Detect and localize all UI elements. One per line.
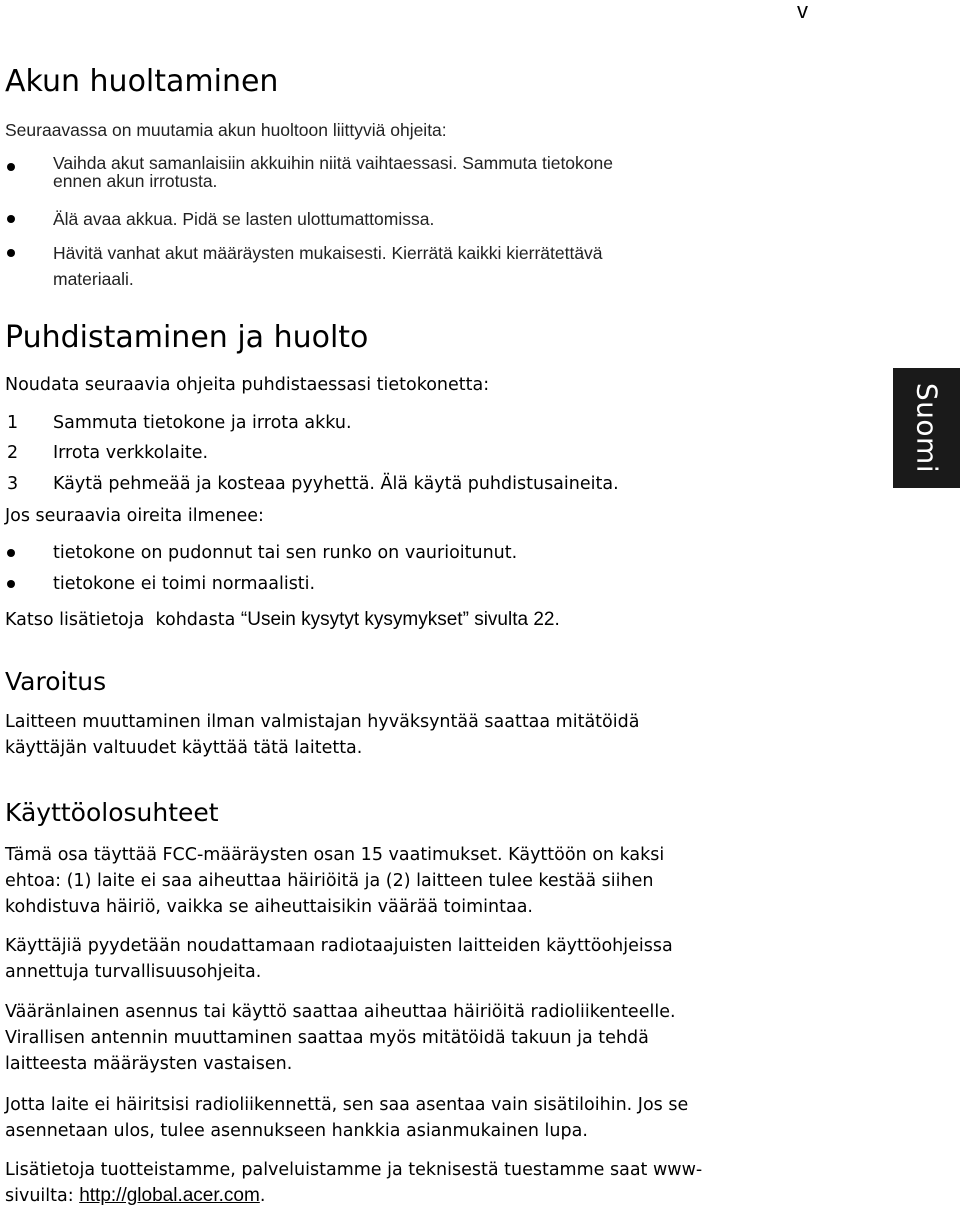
warning-text: [5, 709, 639, 761]
bullet-text: ennen akun irrotusta.: [53, 171, 218, 191]
text-line: annettuja turvallisuusohjeita.: [5, 962, 262, 982]
see-also: [5, 607, 560, 633]
cleaning-heading: Puhdistaminen ja huolto: [5, 320, 369, 355]
bullet-dot: [7, 549, 15, 557]
conditions-paragraph: [5, 999, 676, 1077]
warning-heading: Varoitus: [5, 667, 107, 696]
link-prefix: sivuilta:: [5, 1186, 80, 1206]
battery-heading: Akun huoltaminen: [5, 64, 279, 99]
text-line: kohdistuva häiriö, vaikka se aiheuttaisikin väärää toimintaa.: [5, 897, 533, 917]
step-number: 2: [7, 443, 19, 463]
side-tab-label: Suomi: [910, 382, 943, 474]
bullet-text: tietokone on pudonnut tai sen runko on vaurioitunut.: [53, 543, 518, 563]
bullet-text: Älä avaa akkua. Pidä se lasten ulottumattomissa.: [53, 209, 435, 229]
side-tab: [893, 368, 960, 488]
cleaning-intro: Noudata seuraavia ohjeita puhdistaessasi tietokonetta:: [5, 375, 490, 395]
conditions-heading: Käyttöolosuhteet: [5, 798, 219, 827]
bullet-text: tietokone ei toimi normaalisti.: [53, 574, 316, 594]
conditions-paragraph: [5, 842, 664, 920]
text-line: laitteesta määräysten vastaisen.: [5, 1054, 293, 1074]
text-line: Käyttäjiä pyydetään noudattamaan radiotaajuisten laitteiden käyttöohjeissa: [5, 936, 673, 956]
bullet-text: materiaali.: [53, 269, 134, 289]
see-also-prefix: Katso lisätietoja kohdasta: [5, 610, 241, 630]
battery-intro: Seuraavassa on muutamia akun huoltoon liittyviä ohjeita:: [5, 120, 447, 140]
bullet-text: Vaihda akut samanlaisiin akkuihin niitä vaihtaessasi. Sammuta tietokone: [53, 153, 613, 173]
conditions-paragraph: [5, 1092, 688, 1144]
conditions-paragraph: [5, 1157, 702, 1209]
text-line: Tämä osa täyttää FCC-määräysten osan 15 vaatimukset. Käyttöön on kaksi: [5, 845, 665, 865]
conditions-paragraph: [5, 933, 673, 985]
text-line: Vääränlainen asennus tai käyttö saattaa aiheuttaa häiriöitä radioliikenteelle.: [5, 1002, 676, 1022]
text-line: [5, 1183, 702, 1209]
bullet-dot: [7, 215, 15, 223]
text-line: Jotta laite ei häiritsisi radioliikennettä, sen saa asentaa vain sisätiloihin. Jos se: [5, 1095, 689, 1115]
step-number: 1: [7, 413, 19, 433]
page-number: v: [797, 0, 808, 23]
step-text: Sammuta tietokone ja irrota akku.: [53, 413, 352, 433]
text-line: ehtoa: (1) laite ei saa aiheuttaa häiriöitä ja (2) laitteen tulee kestää siihen: [5, 871, 654, 891]
text-line: käyttäjän valtuudet käyttää tätä laitetta.: [5, 738, 363, 758]
text-line: Virallisen antennin muuttaminen saattaa myös mitätöidä takuun ja tehdä: [5, 1028, 649, 1048]
step-number: 3: [7, 474, 19, 494]
text-line: Lisätietoja tuotteistamme, palveluistamme ja teknisestä tuestamme saat www-: [5, 1160, 703, 1180]
faq-reference: “Usein kysytyt kysymykset” sivulta 22.: [240, 609, 560, 630]
bullet-dot: [7, 249, 15, 257]
step-text: Käytä pehmeää ja kosteaa pyyhettä. Älä käytä puhdistusaineita.: [53, 474, 619, 494]
link-suffix: .: [259, 1186, 266, 1206]
step-text: Irrota verkkolaite.: [53, 443, 209, 463]
acer-website-link[interactable]: http://global.acer.com: [79, 1185, 260, 1206]
text-line: Laitteen muuttaminen ilman valmistajan hyväksyntää saattaa mitätöidä: [5, 712, 640, 732]
text-line: asennetaan ulos, tulee asennukseen hankkia asianmukainen lupa.: [5, 1121, 588, 1141]
bullet-text: Hävitä vanhat akut määräysten mukaisesti. Kierrätä kaikki kierrätettävä: [53, 243, 603, 263]
bullet-dot: [7, 163, 15, 171]
symptoms-intro: Jos seuraavia oireita ilmenee:: [5, 506, 264, 526]
bullet-dot: [7, 580, 15, 588]
